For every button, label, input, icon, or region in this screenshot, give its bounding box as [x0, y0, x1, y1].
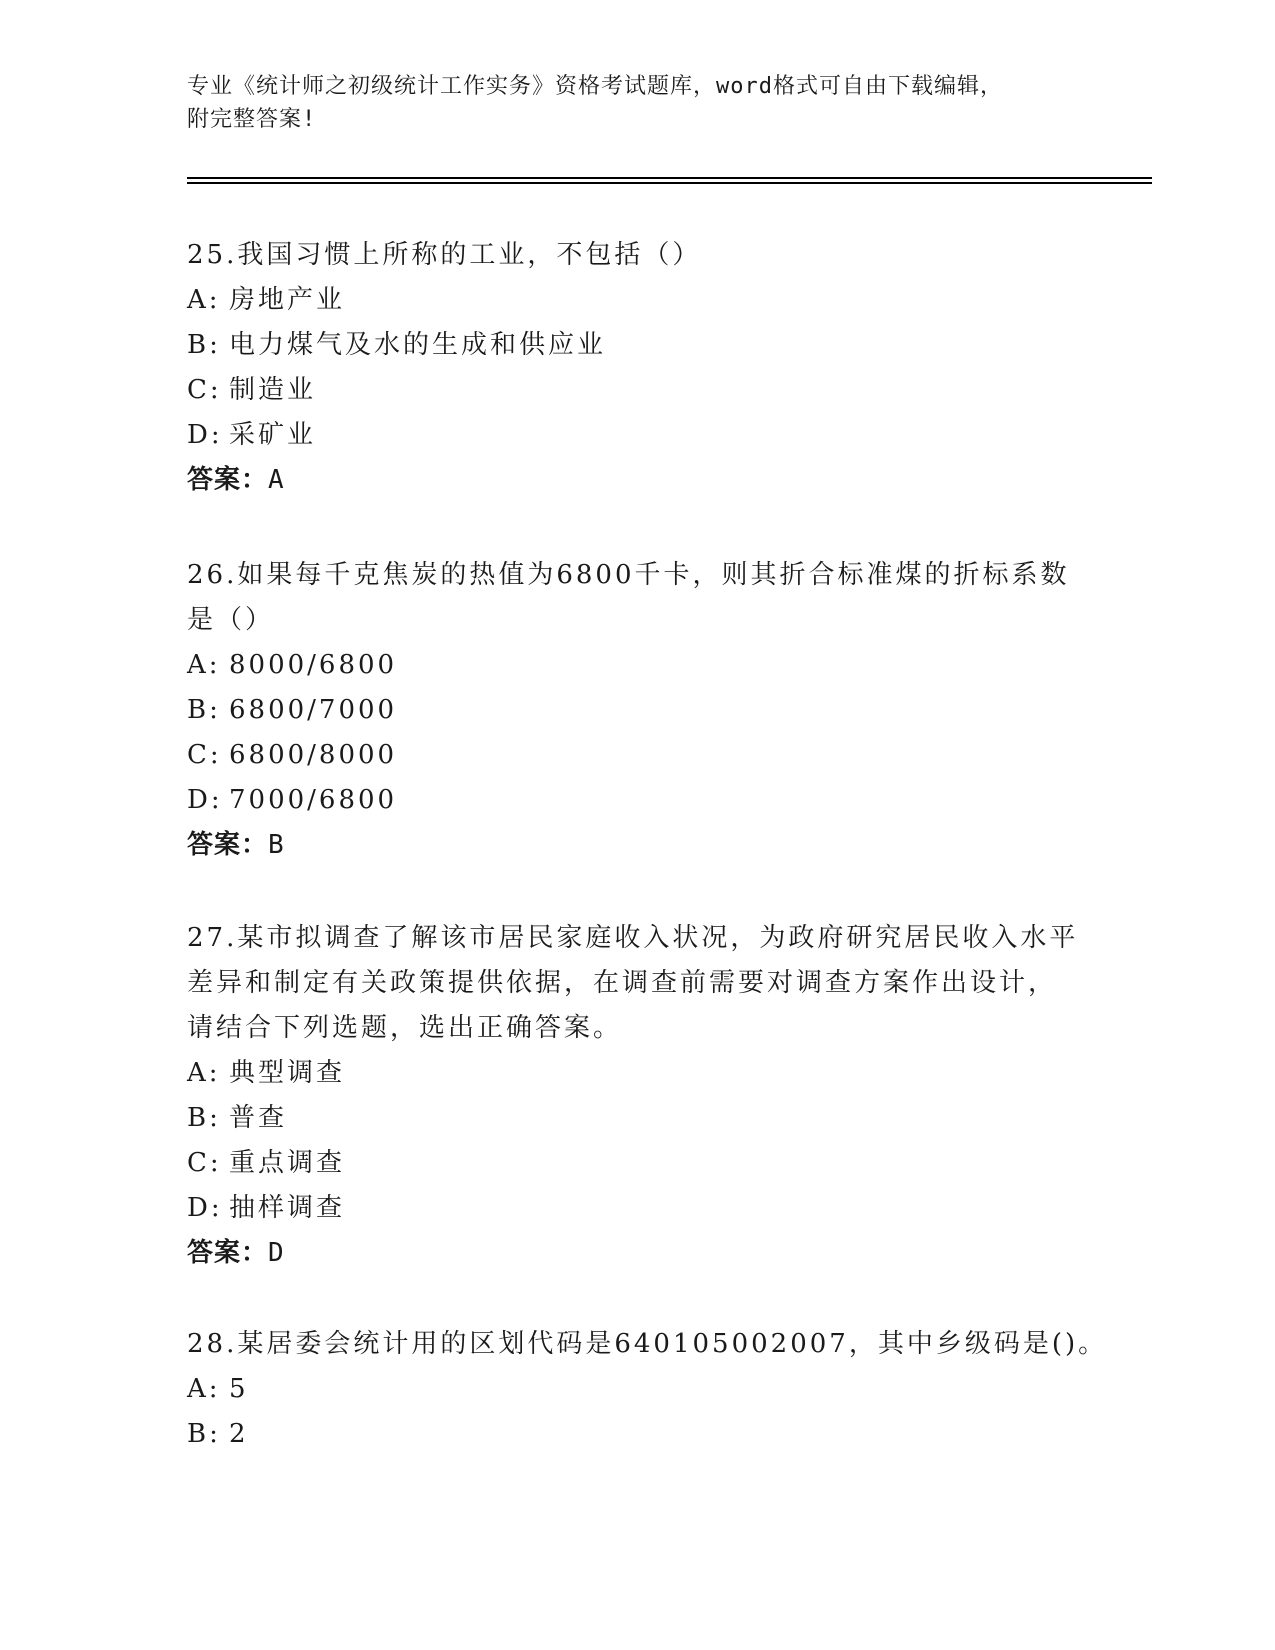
option-text: 抽样调查 — [229, 1193, 346, 1223]
option-text: 普查 — [229, 1103, 288, 1133]
question-stem: 25.我国习惯上所称的工业，不包括（） — [187, 240, 702, 270]
question-stem-continued: 是（） — [187, 605, 275, 635]
option-label: A: — [187, 650, 221, 680]
option-text: 采矿业 — [229, 420, 317, 450]
answer-label: 答案： — [187, 465, 269, 495]
option-text: 房地产业 — [229, 285, 346, 315]
option-label: B: — [187, 330, 221, 360]
option-b — [187, 1412, 1067, 1457]
answer-value: A — [268, 465, 285, 495]
option-d — [187, 413, 1067, 458]
option-a — [187, 278, 1067, 323]
option-label: B: — [187, 695, 221, 725]
option-label: A: — [187, 1374, 221, 1404]
answer-value: B — [268, 830, 285, 860]
option-label: A: — [187, 1058, 221, 1088]
option-label: B: — [187, 1419, 221, 1449]
question-stem-continued: 请结合下列选题，选出正确答案。 — [187, 1013, 623, 1043]
question-25 — [187, 233, 1067, 503]
question-26 — [187, 553, 1070, 868]
option-label: B: — [187, 1103, 221, 1133]
question-stem: 26.如果每千克焦炭的热值为6800千卡，则其折合标准煤的折标系数 — [187, 560, 1070, 590]
option-b — [187, 688, 1067, 733]
option-c — [187, 368, 1067, 413]
option-c — [187, 733, 1067, 778]
answer-line — [187, 1231, 1067, 1276]
option-a — [187, 1051, 1067, 1096]
question-28 — [187, 1322, 1108, 1457]
question-stem: 28.某居委会统计用的区划代码是640105002007，其中乡级码是()。 — [187, 1329, 1108, 1359]
option-text: 重点调查 — [229, 1148, 346, 1178]
option-label: A: — [187, 285, 221, 315]
header-line-2: 附完整答案! — [187, 107, 317, 132]
answer-label: 答案： — [187, 830, 269, 860]
option-text: 6800/7000 — [229, 695, 398, 725]
option-text: 8000/6800 — [229, 650, 398, 680]
option-text: 7000/6800 — [229, 785, 398, 815]
answer-label: 答案： — [187, 1238, 269, 1268]
option-c — [187, 1141, 1067, 1186]
option-label: D: — [187, 785, 223, 815]
option-label: D: — [187, 420, 223, 450]
header-divider-top — [187, 177, 1152, 179]
answer-value: D — [268, 1238, 285, 1268]
option-b — [187, 323, 1067, 368]
document-header — [187, 70, 1067, 136]
option-text: 5 — [229, 1374, 249, 1404]
option-label: D: — [187, 1193, 223, 1223]
option-text: 典型调查 — [229, 1058, 346, 1088]
option-text: 制造业 — [229, 375, 317, 405]
question-stem-continued: 差异和制定有关政策提供依据，在调查前需要对调查方案作出设计， — [187, 968, 1058, 998]
option-text: 电力煤气及水的生成和供应业 — [229, 330, 607, 360]
question-stem: 27.某市拟调查了解该市居民家庭收入状况，为政府研究居民收入水平 — [187, 923, 1079, 953]
answer-line — [187, 458, 1067, 503]
option-label: C: — [187, 1148, 222, 1178]
option-label: C: — [187, 375, 222, 405]
header-line-1: 专业《统计师之初级统计工作实务》资格考试题库，word格式可自由下载编辑， — [187, 74, 1003, 99]
option-a — [187, 643, 1067, 688]
option-label: C: — [187, 740, 222, 770]
option-text: 2 — [229, 1419, 249, 1449]
option-d — [187, 778, 1067, 823]
option-b — [187, 1096, 1067, 1141]
option-a — [187, 1367, 1067, 1412]
answer-line — [187, 823, 1067, 868]
question-27 — [187, 916, 1079, 1276]
option-d — [187, 1186, 1067, 1231]
header-divider-bottom — [187, 182, 1152, 184]
option-text: 6800/8000 — [229, 740, 398, 770]
